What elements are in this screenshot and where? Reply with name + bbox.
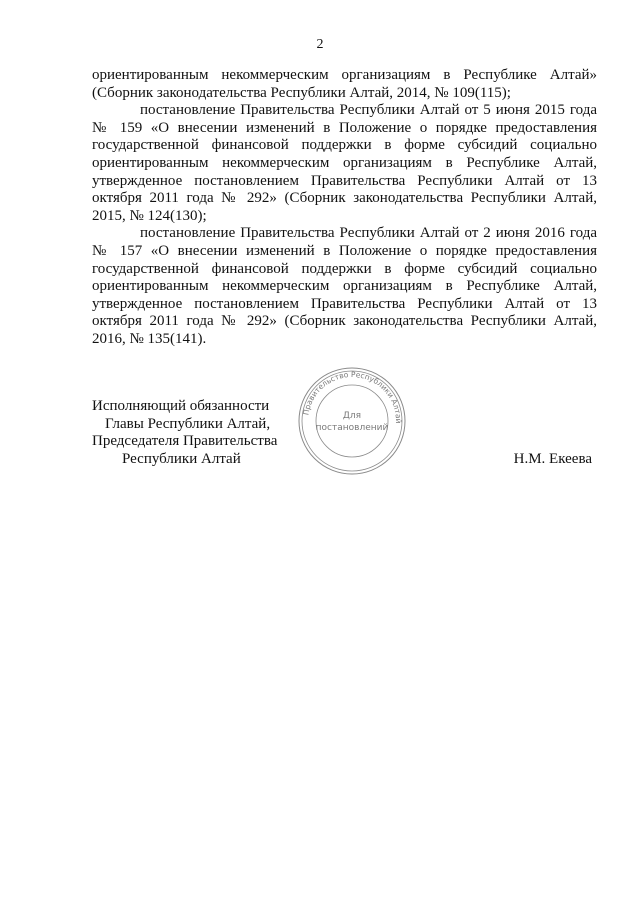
official-stamp: [287, 366, 417, 476]
stamp-center-text: Для: [342, 411, 362, 421]
paragraph-resolution-2015: постановление Правительства Республики Алтай от 5 июня 2015 года № 159 «О внесении изменений в Положение о порядке предоставления государственной финансовой поддержки в форме субсидий социально ориентированным некоммерческим организациям в Республике Алтай, утвержденное постановлением Правительства Республики Алтай от 13 октября 2011 года № 292» (Сборник законодательства Республики Алтай, 2015, № 124(130);: [92, 102, 597, 224]
signer-position-line: Главы Республики Алтай,: [105, 415, 271, 432]
document-body: [92, 67, 597, 349]
paragraph-continuation: ориентированным некоммерческим организациям в Республике Алтай» (Сборник законодательства Республики Алтай, 2014, № 109(115);: [92, 67, 597, 101]
page-number: 2: [316, 37, 324, 52]
signer-position-line: Исполняющий обязанности: [92, 398, 270, 414]
signer-position-line: Председателя Правительства: [92, 433, 278, 450]
stamp-ring-text: Правительство Республики Алтай: [301, 369, 404, 424]
signer-position-line: Республики Алтай: [122, 450, 241, 467]
stamp-center-text: постановлений: [315, 423, 389, 433]
paragraph-resolution-2016: постановление Правительства Республики Алтай от 2 июня 2016 года № 157 «О внесении изменений в Положение о порядке предоставления государственной финансовой поддержки в форме субсидий социально ориентированным некоммерческим организациям в Республике Алтай, утвержденное постановлением Правительства Республики Алтай от 13 октября 2011 года № 292» (Сборник законодательства Республики Алтай, 2016, № 135(141).: [92, 225, 597, 347]
signer-name: Н.М. Екеева: [513, 451, 592, 467]
